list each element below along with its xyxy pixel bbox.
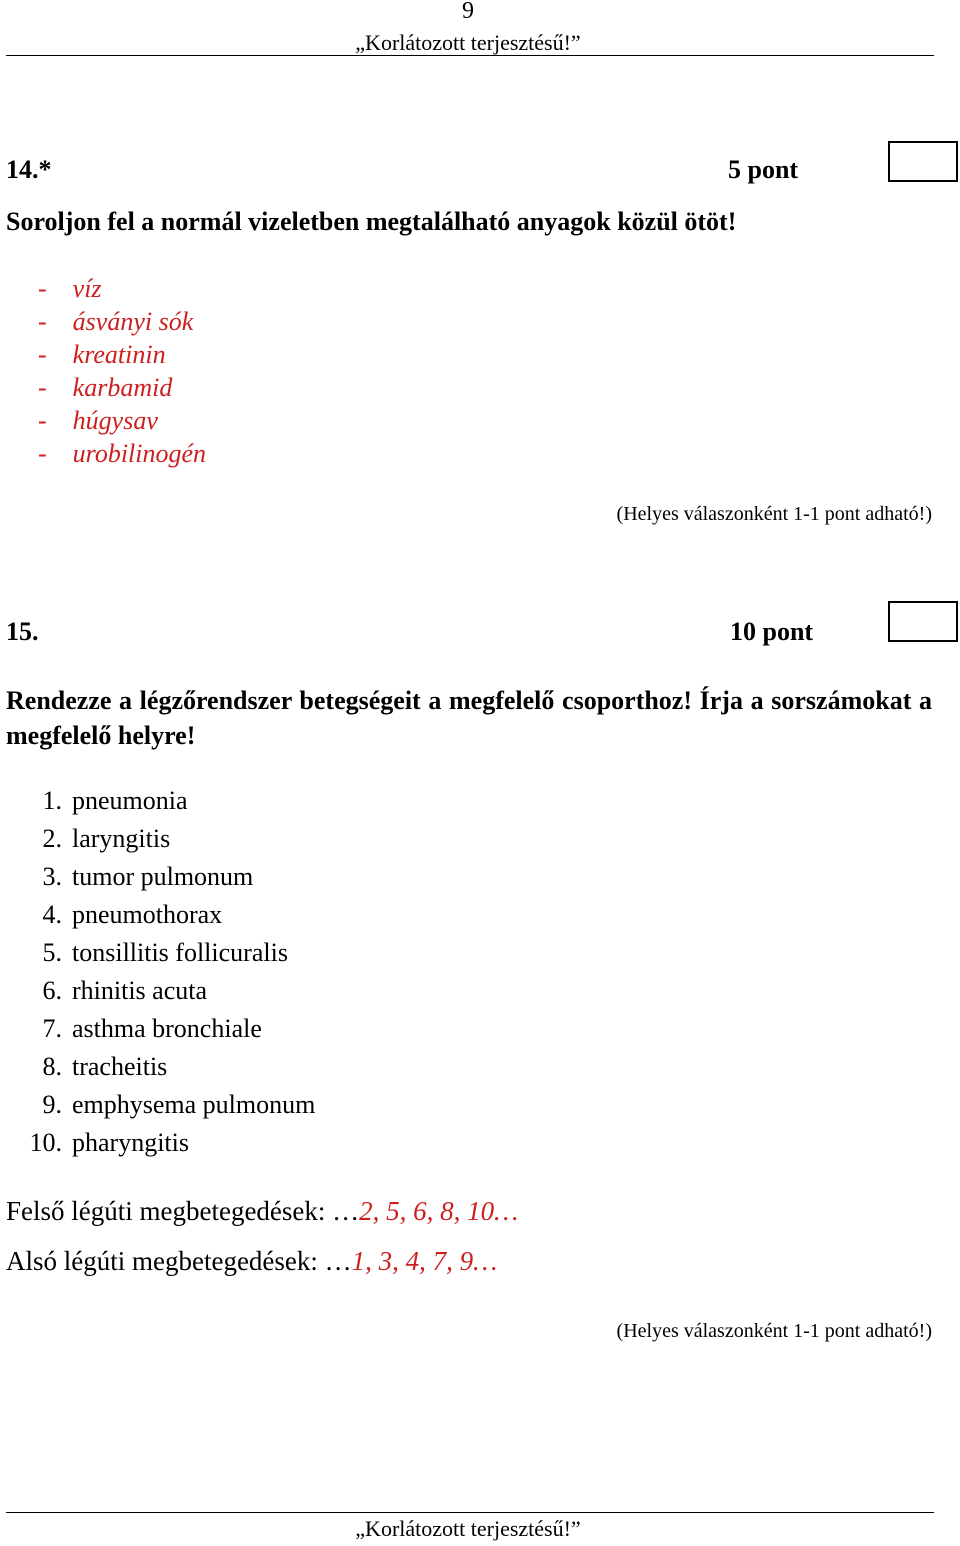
list-item [0,1124,315,1162]
list-item [0,1086,315,1124]
item-text: tracheitis [72,1052,168,1081]
lower-airway-line [6,1246,497,1277]
lower-airway-answer[interactable]: 1, 3, 4, 7, 9… [351,1246,498,1276]
item-number: 9. [42,1090,62,1119]
list-item [0,782,315,820]
item-text: asthma bronchiale [72,1014,262,1043]
list-item [0,934,315,972]
q15-scoring-note: (Helyes válaszonként 1-1 pont adható!) [616,1320,932,1342]
dash: - [38,373,47,402]
item-number: 5. [42,938,62,967]
upper-airway-line [6,1196,518,1227]
answer-text: víz [72,274,102,303]
q15-score-box[interactable] [888,601,958,642]
footer-title: „Korlátozott terjesztésű!” [355,1516,581,1541]
q14-score-box[interactable] [888,141,958,182]
list-item [0,338,206,371]
answer-text: kreatinin [72,340,166,369]
item-text: pneumonia [72,786,188,815]
upper-airway-answer[interactable]: 2, 5, 6, 8, 10… [359,1196,519,1226]
list-item [0,1010,315,1048]
item-text: laryngitis [72,824,171,853]
q14-points: 5 pont [728,155,799,184]
dash: - [38,406,47,435]
item-text: tumor pulmonum [72,862,254,891]
list-item [0,972,315,1010]
upper-airway-label: Felső légúti megbetegedések: … [6,1196,360,1226]
item-number: 7. [42,1014,62,1043]
item-number: 8. [42,1052,62,1081]
item-text: pneumothorax [72,900,223,929]
item-text: rhinitis acuta [72,976,208,1005]
item-number: 6. [42,976,62,1005]
dash: - [38,274,47,303]
dash: - [38,307,47,336]
answer-text: urobilinogén [72,439,207,468]
list-item [0,858,315,896]
item-number: 10. [29,1128,62,1157]
header-rule [6,55,934,56]
dash: - [38,340,47,369]
list-item [0,820,315,858]
list-item [0,305,206,338]
q15-number: 15. [6,617,39,646]
footer-rule [6,1512,934,1513]
header-title: „Korlátozott terjesztésű!” [355,30,581,55]
item-number: 4. [42,900,62,929]
q15-disease-list [0,782,315,1162]
q14-scoring-note: (Helyes válaszonként 1-1 pont adható!) [616,503,932,525]
lower-airway-label: Alsó légúti megbetegedések: … [6,1246,352,1276]
page-number: 9 [462,0,474,24]
answer-text: húgysav [72,406,158,435]
item-text: emphysema pulmonum [72,1090,316,1119]
q15-points: 10 pont [730,617,814,646]
list-item [0,1048,315,1086]
item-text: pharyngitis [72,1128,189,1157]
list-item [0,272,206,305]
list-item [0,371,206,404]
item-number: 3. [42,862,62,891]
q15-prompt: Rendezze a légzőrendszer betegségeit a megfelelő csoporthoz! Írja a sorszámokat a megfelelő helyre! [6,686,932,750]
item-number: 1. [42,786,62,815]
dash: - [38,439,47,468]
list-item [0,404,206,437]
answer-text: ásványi sók [72,307,194,336]
answer-text: karbamid [72,373,173,402]
item-text: tonsillitis follicuralis [72,938,288,967]
q14-prompt: Soroljon fel a normál vizeletben megtalálható anyagok közül ötöt! [6,207,737,236]
q14-number: 14.* [6,155,52,184]
list-item [0,896,315,934]
q14-answer-list [0,272,206,470]
item-number: 2. [42,824,62,853]
list-item [0,437,206,470]
